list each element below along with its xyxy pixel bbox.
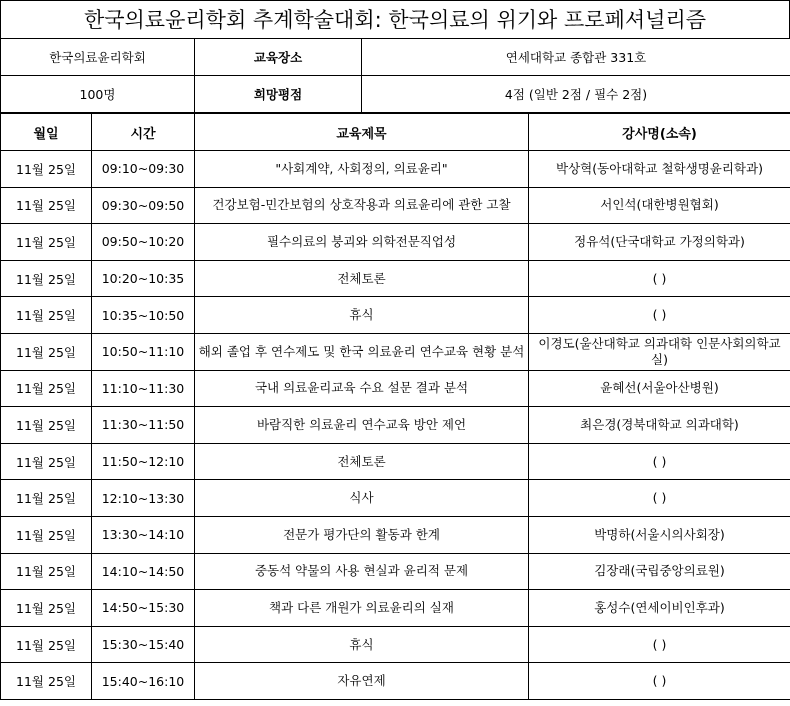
date-cell: 11월 25일	[1, 260, 92, 297]
time-cell: 14:50~15:30	[92, 590, 195, 627]
speaker-cell: ( )	[529, 663, 790, 700]
date-cell: 11월 25일	[1, 663, 92, 700]
time-cell: 10:35~10:50	[92, 297, 195, 334]
topic-cell: 전체토론	[195, 443, 529, 480]
info-row	[1, 76, 790, 113]
header-time: 시간	[92, 114, 195, 151]
time-cell: 09:10~09:30	[92, 151, 195, 188]
table-row	[1, 590, 790, 627]
table-row	[1, 516, 790, 553]
topic-cell: 중동석 약물의 사용 현실과 윤리적 문제	[195, 553, 529, 590]
table-row	[1, 663, 790, 700]
table-row	[1, 626, 790, 663]
table-row	[1, 443, 790, 480]
topic-cell: 전체토론	[195, 260, 529, 297]
time-cell: 14:10~14:50	[92, 553, 195, 590]
info-table	[0, 38, 790, 113]
topic-cell: 휴식	[195, 626, 529, 663]
time-cell: 12:10~13:30	[92, 480, 195, 517]
topic-cell: 국내 의료윤리교육 수요 설문 결과 분석	[195, 370, 529, 407]
table-row	[1, 260, 790, 297]
capacity-cell: 100명	[1, 76, 195, 113]
date-cell: 11월 25일	[1, 151, 92, 188]
speaker-cell: ( )	[529, 297, 790, 334]
header-speaker: 강사명(소속)	[529, 114, 790, 151]
time-cell: 11:30~11:50	[92, 407, 195, 444]
table-row	[1, 297, 790, 334]
organizer-cell: 한국의료윤리학회	[1, 39, 195, 76]
speaker-cell: 윤혜선(서울아산병원)	[529, 370, 790, 407]
speaker-cell: 서인석(대한병원협회)	[529, 187, 790, 224]
date-cell: 11월 25일	[1, 443, 92, 480]
time-cell: 09:50~10:20	[92, 224, 195, 261]
time-cell: 11:10~11:30	[92, 370, 195, 407]
topic-cell: "사회계약, 사회정의, 의료윤리"	[195, 151, 529, 188]
venue-value: 연세대학교 종합관 331호	[362, 39, 790, 76]
time-cell: 09:30~09:50	[92, 187, 195, 224]
schedule-table	[0, 113, 790, 700]
table-row	[1, 370, 790, 407]
speaker-cell: ( )	[529, 260, 790, 297]
topic-cell: 전문가 평가단의 활동과 한계	[195, 516, 529, 553]
date-cell: 11월 25일	[1, 187, 92, 224]
date-cell: 11월 25일	[1, 224, 92, 261]
table-row	[1, 407, 790, 444]
speaker-cell: ( )	[529, 626, 790, 663]
date-cell: 11월 25일	[1, 480, 92, 517]
topic-cell: 자유연제	[195, 663, 529, 700]
speaker-cell: 박명하(서울시의사회장)	[529, 516, 790, 553]
date-cell: 11월 25일	[1, 407, 92, 444]
table-row	[1, 187, 790, 224]
topic-cell: 식사	[195, 480, 529, 517]
date-cell: 11월 25일	[1, 626, 92, 663]
table-row	[1, 333, 790, 370]
table-row	[1, 151, 790, 188]
venue-label: 교육장소	[195, 39, 362, 76]
topic-cell: 책과 다른 개원가 의료윤리의 실재	[195, 590, 529, 627]
date-cell: 11월 25일	[1, 590, 92, 627]
topic-cell: 바람직한 의료윤리 연수교육 방안 제언	[195, 407, 529, 444]
credit-label: 희망평점	[195, 76, 362, 113]
info-row	[1, 39, 790, 76]
time-cell: 15:40~16:10	[92, 663, 195, 700]
date-cell: 11월 25일	[1, 297, 92, 334]
speaker-cell: ( )	[529, 443, 790, 480]
table-row	[1, 553, 790, 590]
speaker-cell: 정유석(단국대학교 가정의학과)	[529, 224, 790, 261]
topic-cell: 건강보험-민간보험의 상호작용과 의료윤리에 관한 고찰	[195, 187, 529, 224]
speaker-cell: 박상혁(동아대학교 철학생명윤리학과)	[529, 151, 790, 188]
schedule-header-row	[1, 114, 790, 151]
speaker-cell: ( )	[529, 480, 790, 517]
date-cell: 11월 25일	[1, 516, 92, 553]
date-cell: 11월 25일	[1, 553, 92, 590]
topic-cell: 해외 졸업 후 연수제도 및 한국 의료윤리 연수교육 현황 분석	[195, 333, 529, 370]
speaker-cell: 이경도(울산대학교 의과대학 인문사회의학교실)	[529, 333, 790, 370]
table-row	[1, 224, 790, 261]
topic-cell: 필수의료의 붕괴와 의학전문직업성	[195, 224, 529, 261]
speaker-cell: 홍성수(연세이비인후과)	[529, 590, 790, 627]
speaker-cell: 김장래(국립중앙의료원)	[529, 553, 790, 590]
time-cell: 13:30~14:10	[92, 516, 195, 553]
date-cell: 11월 25일	[1, 370, 92, 407]
time-cell: 15:30~15:40	[92, 626, 195, 663]
time-cell: 11:50~12:10	[92, 443, 195, 480]
header-topic: 교육제목	[195, 114, 529, 151]
credit-value: 4점 (일반 2점 / 필수 2점)	[362, 76, 790, 113]
speaker-cell: 최은경(경북대학교 의과대학)	[529, 407, 790, 444]
topic-cell: 휴식	[195, 297, 529, 334]
table-row	[1, 480, 790, 517]
header-date: 월일	[1, 114, 92, 151]
time-cell: 10:20~10:35	[92, 260, 195, 297]
page-title: 한국의료윤리학회 추계학술대회: 한국의료의 위기와 프로페셔널리즘	[0, 0, 790, 38]
time-cell: 10:50~11:10	[92, 333, 195, 370]
date-cell: 11월 25일	[1, 333, 92, 370]
